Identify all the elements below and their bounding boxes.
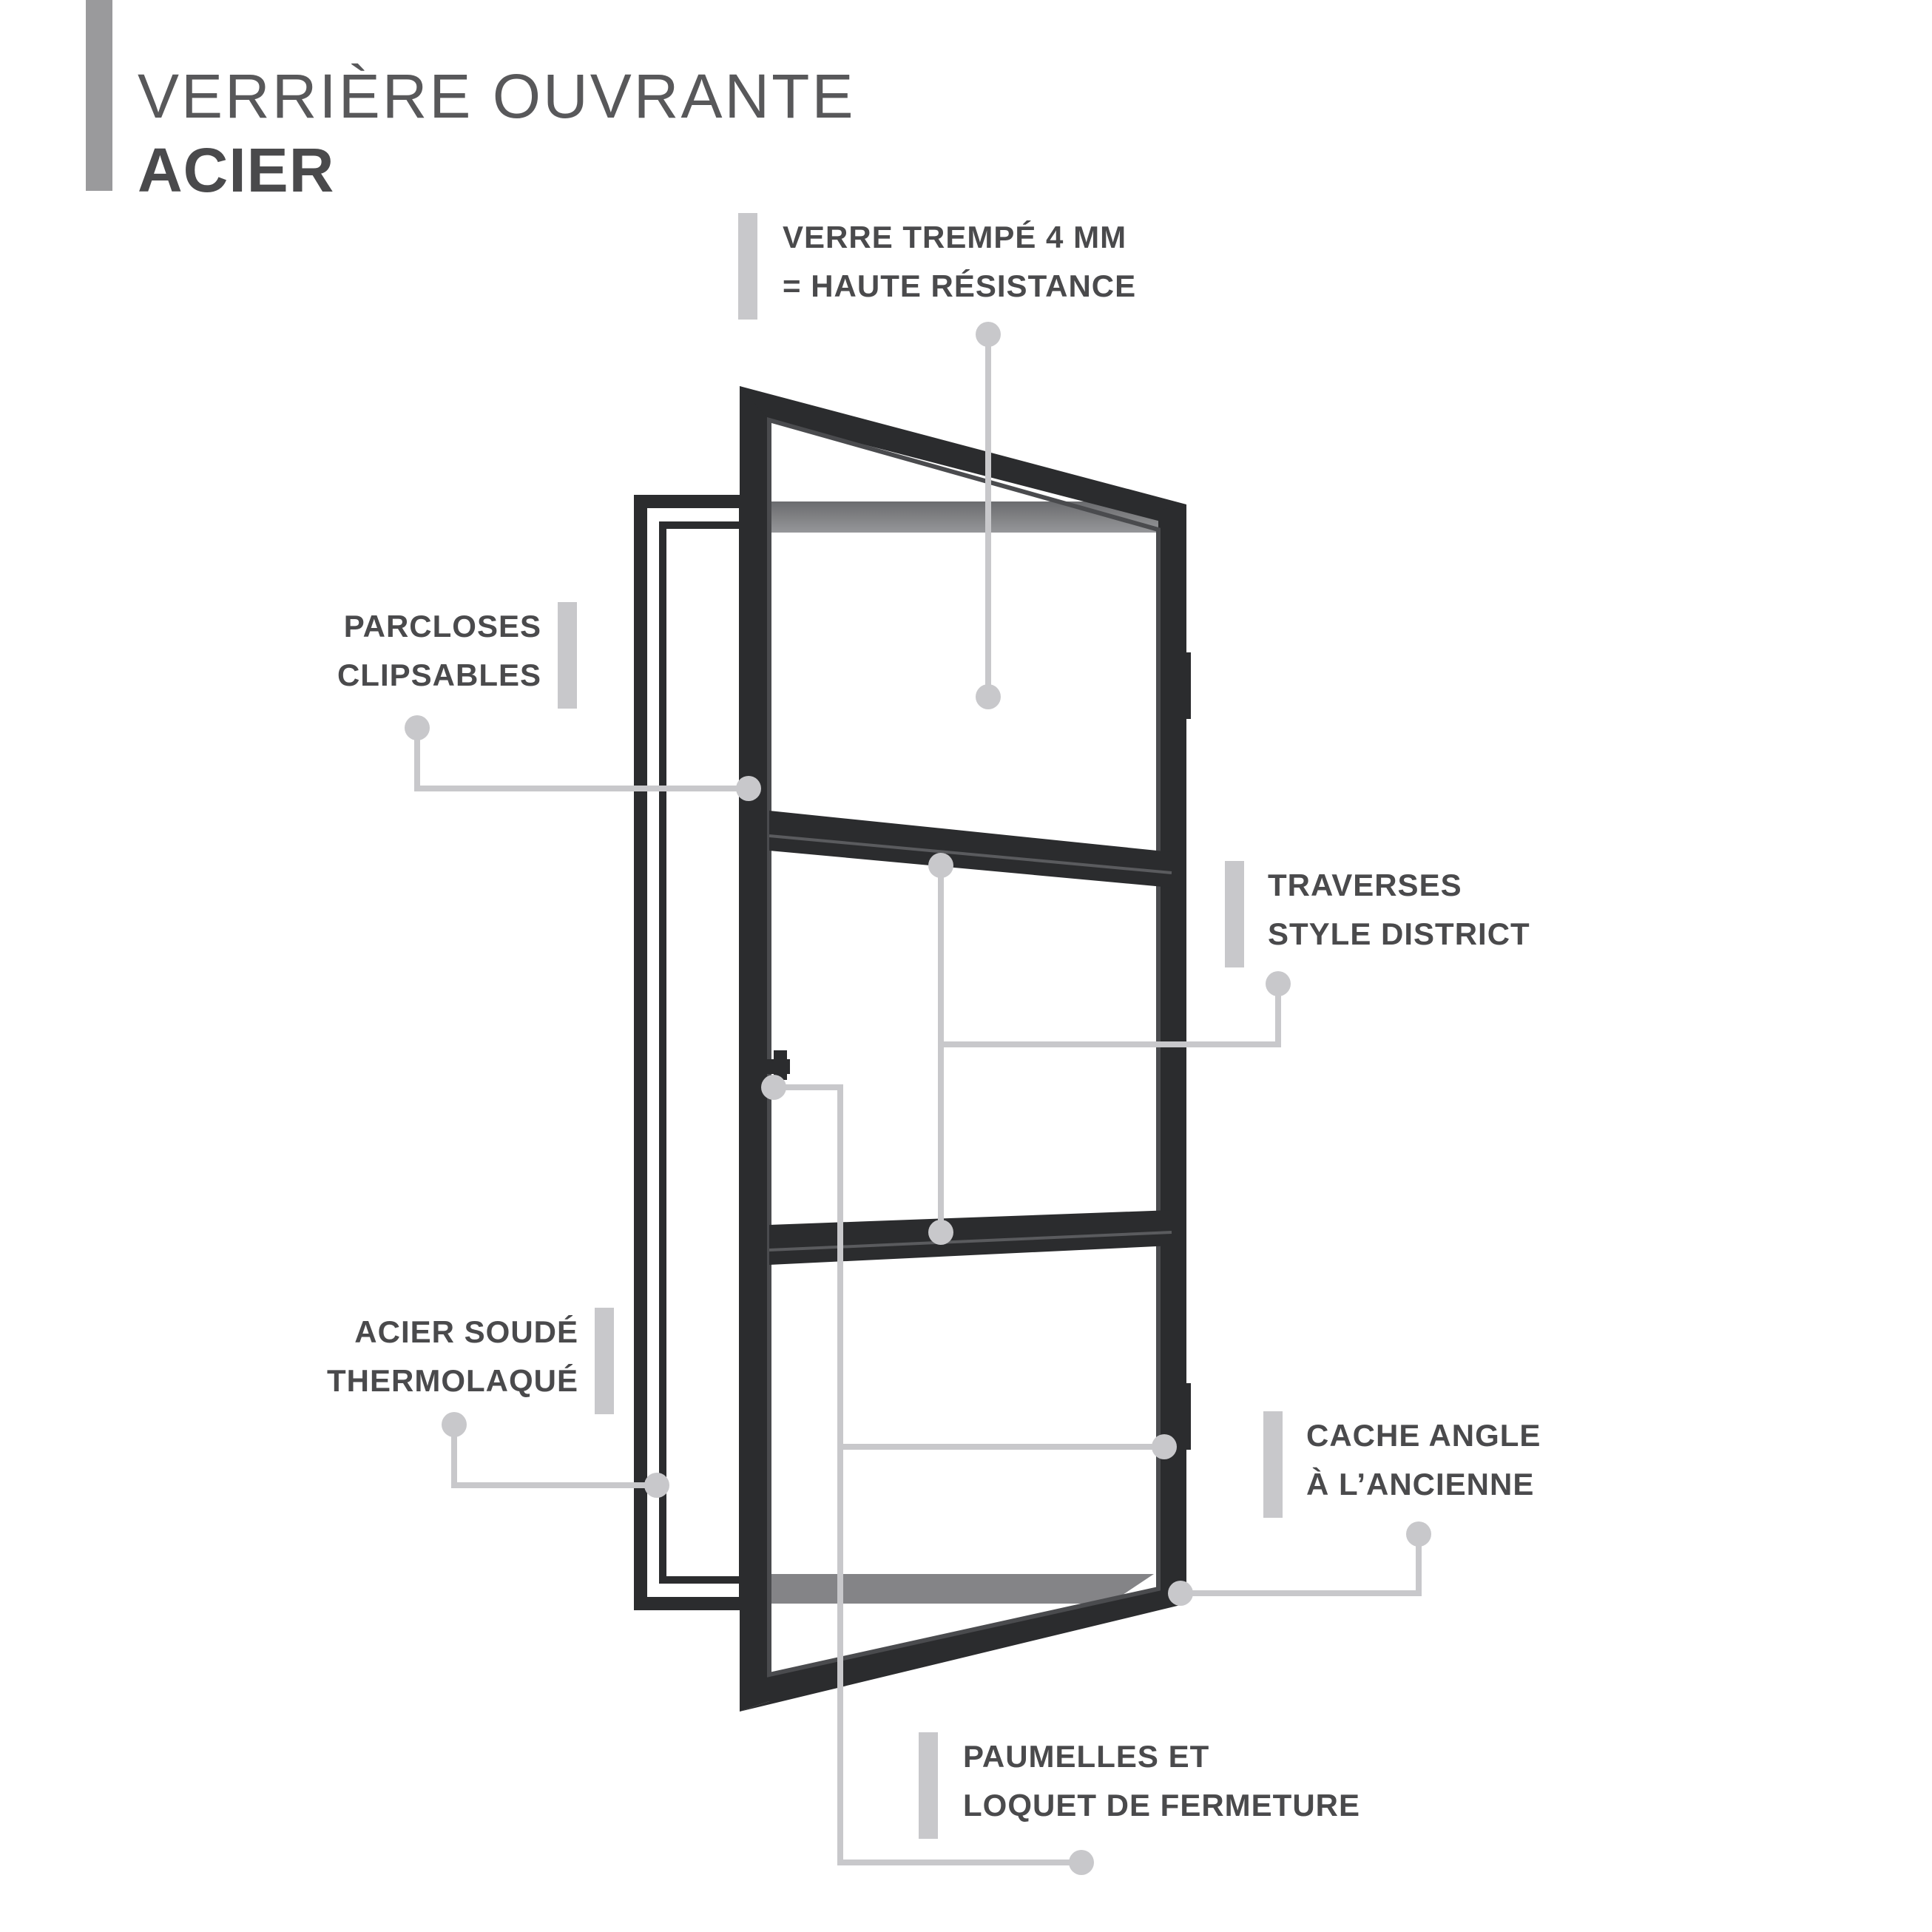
- dot-traverses-upper: [928, 853, 953, 878]
- dot-paumelles-label: [1069, 1850, 1094, 1875]
- leader-lines: [417, 334, 1419, 1862]
- callout-verre-line1: VERRE TREMPÉ 4 MM: [783, 220, 1127, 254]
- fixed-frame-bottom-shadow: [746, 1574, 1154, 1604]
- dot-parcloses-label: [405, 715, 430, 740]
- dot-acier-label: [442, 1412, 467, 1437]
- fixed-frame-inner: [663, 525, 746, 1580]
- callout-acier-bar: [595, 1308, 614, 1414]
- fixed-frame-top-shadow: [746, 501, 1161, 533]
- dot-cache-target: [1168, 1581, 1193, 1606]
- dot-traverses-label: [1266, 971, 1291, 996]
- hinge-top: [1175, 652, 1191, 719]
- callout-cache-text: [1306, 1411, 1541, 1509]
- callout-verre-line2: [783, 262, 1136, 311]
- callout-parcloses-text: [337, 602, 541, 700]
- hinge-bottom: [1175, 1383, 1191, 1450]
- callout-traverses-line1: TRAVERSES: [1268, 868, 1462, 902]
- callout-traverses-bar: [1225, 861, 1244, 967]
- dot-traverses-lower: [928, 1220, 953, 1245]
- callout-parcloses-line1: PARCLOSES: [343, 609, 541, 644]
- callout-paumelles-bar: [919, 1732, 938, 1839]
- callout-paumelles-line1: PAUMELLES ET: [963, 1739, 1210, 1774]
- callout-verre-text: [783, 213, 1136, 311]
- callout-cache-line1: CACHE ANGLE: [1306, 1418, 1541, 1453]
- crossbar-upper: [769, 811, 1172, 888]
- dot-cache-label: [1406, 1521, 1431, 1547]
- leader-acier: [454, 1425, 657, 1485]
- title-line-1: VERRIÈRE OUVRANTE: [138, 61, 856, 131]
- callout-verre-bar: [738, 213, 757, 320]
- dot-parcloses-target: [736, 776, 761, 801]
- callout-cache-bar: [1263, 1411, 1283, 1518]
- callout-verre-line2-bold: HAUTE RÉSISTANCE: [811, 268, 1137, 303]
- callout-traverses-line2: STYLE DISTRICT: [1268, 916, 1530, 951]
- dot-verre-top: [976, 322, 1001, 347]
- title-line-2: ACIER: [138, 135, 335, 205]
- leaf-left-post: [740, 386, 769, 1712]
- leader-cache: [1181, 1534, 1419, 1593]
- callout-cache-line2: À L’ANCIENNE: [1306, 1467, 1535, 1502]
- fixed-frame: [641, 501, 1161, 1604]
- dot-hinge: [1152, 1434, 1177, 1459]
- callout-acier-text: [327, 1308, 578, 1405]
- callout-paumelles-line2: LOQUET DE FERMETURE: [963, 1788, 1361, 1823]
- callout-acier-line1: ACIER SOUDÉ: [354, 1314, 578, 1349]
- crossbar-lower: [769, 1210, 1172, 1265]
- opening-leaf: [740, 386, 1191, 1712]
- callout-parcloses-line2: CLIPSABLES: [337, 658, 541, 692]
- dot-verre-bottom: [976, 684, 1001, 709]
- leader-parcloses: [417, 728, 749, 788]
- dot-latch: [761, 1075, 786, 1100]
- fixed-frame-outer: [641, 501, 746, 1604]
- dot-acier-target: [644, 1473, 669, 1498]
- leaf-bottom-rail: [740, 1589, 1186, 1712]
- leader-traverses: [941, 984, 1278, 1044]
- callout-paumelles-text: [963, 1732, 1360, 1830]
- callout-acier-line2: THERMOLAQUÉ: [327, 1363, 578, 1398]
- callout-verre-line2-prefix: =: [783, 268, 811, 303]
- callout-traverses-text: [1268, 861, 1530, 959]
- callout-parcloses-bar: [558, 602, 577, 709]
